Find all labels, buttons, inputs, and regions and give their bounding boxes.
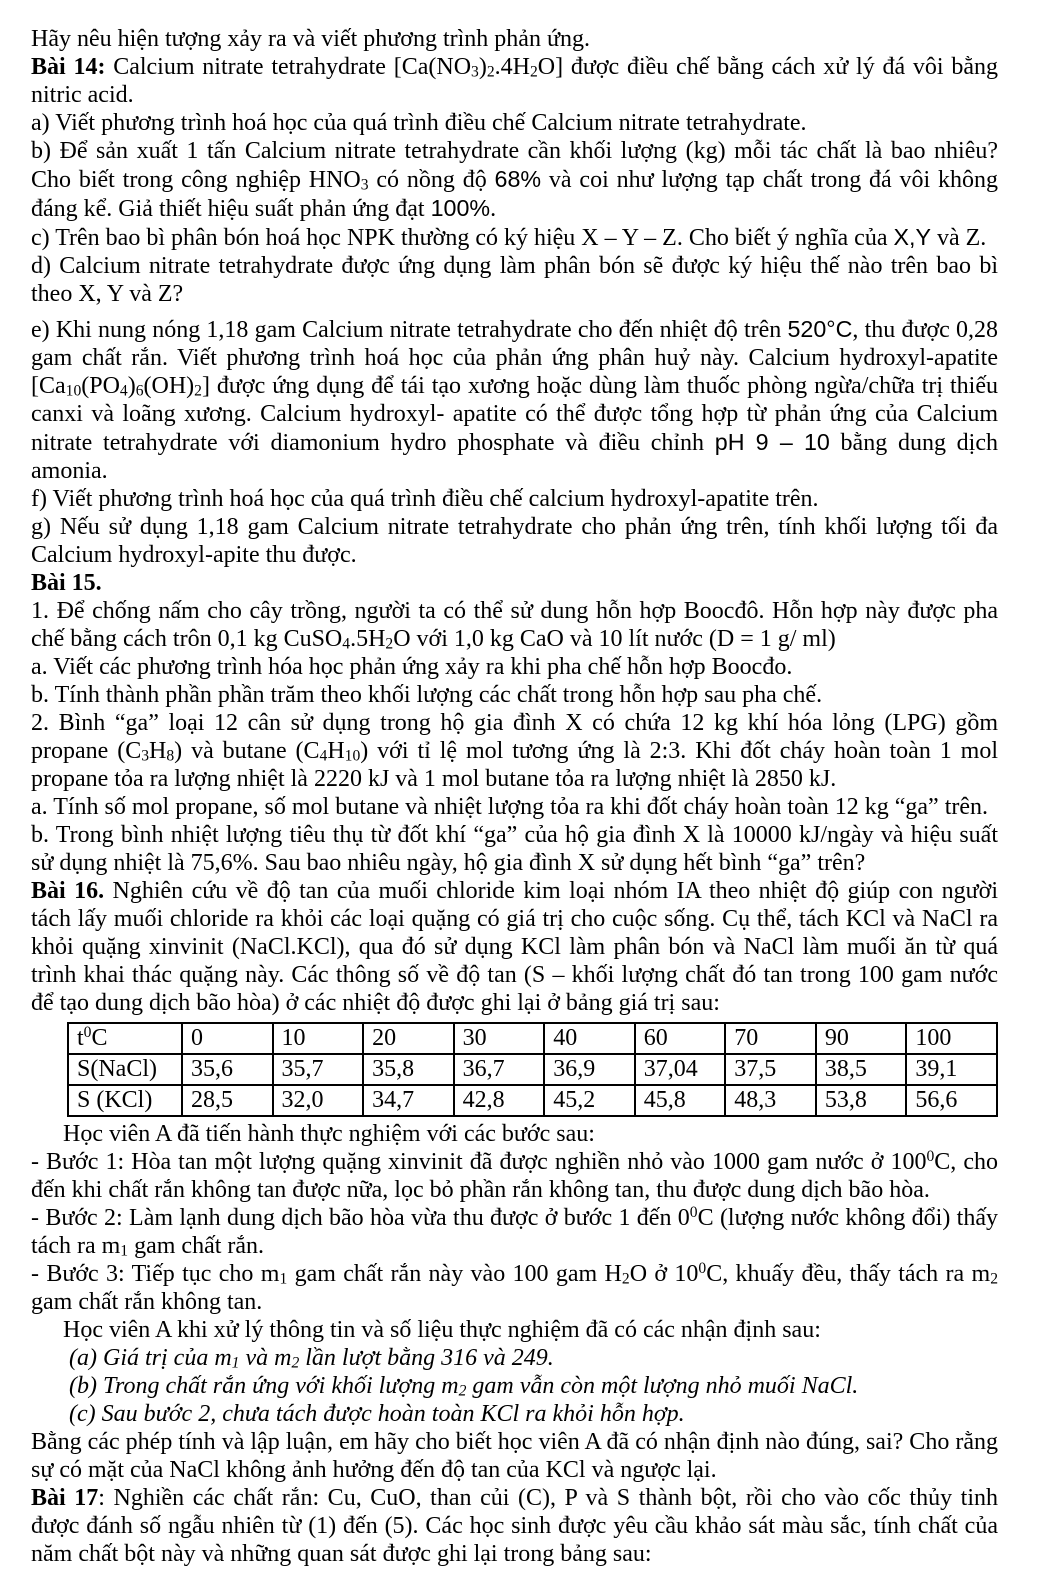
- problem-15-item-1a: a. Viết các phương trình hóa học phản ứng xảy ra khi pha chế hỗn hợp Boocđo.: [31, 654, 793, 680]
- solubility-table-row-nacl: [68, 1054, 997, 1085]
- solubility-table: [67, 1022, 998, 1117]
- row-label-nacl: S(NaCl): [68, 1054, 182, 1085]
- table-header-cell: 100: [906, 1023, 997, 1054]
- problem-14-part-g: g) Nếu sử dụng 1,18 gam Calcium nitrate tetrahydrate cho phản ứng trên, tính khối lượng tối đa Calcium hydroxyl-apite thu được.: [31, 514, 998, 568]
- table-cell: 36,7: [454, 1054, 545, 1085]
- line-intro: Hãy nêu hiện tượng xảy ra và viết phương trình phản ứng.: [31, 26, 590, 52]
- table-header-cell: 60: [635, 1023, 726, 1054]
- problem-14-part-e: e) Khi nung nóng 1,18 gam Calcium nitrate tetrahydrate cho đến nhiệt độ trên 520°C, thu được 0,28 gam chất rắn. Viết phương trình hoá học của phản ứng phân huỷ này. Calcium hydroxyl-apatite [Ca10(PO4)6(OH)2] được ứng dụng để tái tạo xương hoặc dùng làm thuốc phòng ngừa/chữa trị thiếu canxi và loãng xương. Calcium hydroxyl- apatite có thể được tổng hợp từ phản ứng của Calcium nitrate tetrahydrate với diamonium hydro phosphate và điều chỉnh pH 9 – 10 bằng dung dịch amonia.: [31, 316, 998, 484]
- problem-17-heading: Bài 17: Nghiền các chất rắn: Cu, CuO, than củi (C), P và S thành bột, rồi cho vào cốc thủy tinh được đánh số ngẫu nhiên từ (1) đến (5). Các học sinh được yêu cầu khảo sát màu sắc, tính chất của năm chất bột này và những quan sát được ghi lại trong bảng sau:: [31, 1485, 998, 1567]
- table-cell: 34,7: [363, 1085, 454, 1116]
- table-cell: 38,5: [816, 1054, 907, 1085]
- problem-14-heading: Bài 14: Calcium nitrate tetrahydrate [Ca(NO3)2.4H2O] được điều chế bằng cách xử lý đá vôi bằng nitric acid.: [31, 54, 998, 108]
- problem-15-item-2a: a. Tính số mol propane, số mol butane và nhiệt lượng tỏa ra khi đốt cháy hoàn toàn 12 kg “ga” trên.: [31, 794, 989, 820]
- row-label-kcl: S (KCl): [68, 1085, 182, 1116]
- table-header-cell: 10: [273, 1023, 364, 1054]
- problem-14-part-c: c) Trên bao bì phân bón hoá học NPK thường có ký hiệu X – Y – Z. Cho biết ý nghĩa của X,Y và Z.: [31, 224, 987, 251]
- table-cell: 39,1: [906, 1054, 997, 1085]
- table-cell: 37,04: [635, 1054, 726, 1085]
- table-cell: 28,5: [182, 1085, 273, 1116]
- table-cell: 42,8: [454, 1085, 545, 1116]
- problem-16-heading: Bài 16. Nghiên cứu về độ tan của muối chloride kim loại nhóm IA theo nhiệt độ giúp con người tách lấy muối chloride ra khỏi các loại quặng có giá trị cho cuộc sống. Cụ thể, tách KCl và NaCl ra khỏi quặng xinvinit (NaCl.KCl), qua đó sử dụng KCl làm phân bón và NaCl làm muối ăn từ quá trình khai thác quặng này. Các thông số về độ tan (S – khối lượng chất đó tan trong 100 gam nước để tạo dung dịch bão hòa) ở các nhiệt độ được ghi lại ở bảng giá trị sau:: [31, 878, 998, 1016]
- table-header-temperature: $t^0C$: [68, 1023, 182, 1054]
- table-cell: 35,6: [182, 1054, 273, 1085]
- assessment-intro-line: Học viên A khi xử lý thông tin và số liệu thực nghiệm đã có các nhận định sau:: [63, 1317, 821, 1343]
- table-cell: 48,3: [725, 1085, 816, 1116]
- solubility-table-header-row: [68, 1023, 997, 1054]
- step-2: - Bước 2: Làm lạnh dung dịch bão hòa vừa thu được ở bước 1 đến $0^0C$ (lượng nước không đổi) thấy tách ra m1 gam chất rắn.: [31, 1204, 999, 1260]
- problem-15-heading: Bài 15.: [31, 570, 102, 596]
- table-cell: 53,8: [816, 1085, 907, 1116]
- statement-b: (b) Trong chất rắn ứng với khối lượng m2 gam vẫn còn một lượng nhỏ muối NaCl.: [69, 1373, 859, 1400]
- table-header-cell: 90: [816, 1023, 907, 1054]
- problem-14-part-a: a) Viết phương trình hoá học của quá trình điều chế Calcium nitrate tetrahydrate.: [31, 110, 807, 136]
- table-header-cell: 30: [454, 1023, 545, 1054]
- table-header-cell: 70: [725, 1023, 816, 1054]
- problem-14-part-b: b) Để sản xuất 1 tấn Calcium nitrate tetrahydrate cần khối lượng (kg) mỗi tác chất là bao nhiêu? Cho biết trong công nghiệp HNO3 có nồng độ 68% và coi như lượng tạp chất trong đá vôi không đáng kể. Giả thiết hiệu suất phản ứng đạt 100%.: [31, 138, 999, 222]
- table-header-cell: 40: [544, 1023, 635, 1054]
- table-header-cell: 0: [182, 1023, 273, 1054]
- step-1: - Bước 1: Hòa tan một lượng quặng xinvinit đã được nghiền nhỏ vào 1000 gam nước ở $100^0C$, cho đến khi chất rắn không tan được nữa, lọc bỏ phần rắn không tan, thu được dung dịch bão hòa.: [31, 1148, 998, 1203]
- problem-14-part-d: d) Calcium nitrate tetrahydrate được ứng dụng làm phân bón sẽ được ký hiệu thế nào trên bao bì theo X, Y và Z?: [31, 253, 998, 307]
- table-cell: 56,6: [906, 1085, 997, 1116]
- table-cell: 45,8: [635, 1085, 726, 1116]
- table-cell: 35,7: [273, 1054, 364, 1085]
- problem-15-item-1b: b. Tính thành phần phần trăm theo khối lượng các chất trong hỗn hợp sau pha chế.: [31, 682, 823, 708]
- table-cell: 37,5: [725, 1054, 816, 1085]
- table-cell: 36,9: [544, 1054, 635, 1085]
- table-header-cell: 20: [363, 1023, 454, 1054]
- conclusion-question: Bằng các phép tính và lập luận, em hãy cho biết học viên A đã có nhận định nào đúng, sai? Cho rằng sự có mặt của NaCl không ảnh hưởng đến độ tan của KCl và ngược lại.: [31, 1429, 998, 1483]
- statement-a: (a) Giá trị của m1 và m2 lần lượt bằng 316 và 249.: [69, 1345, 554, 1372]
- problem-15-item-2: 2. Bình “ga” loại 12 cân sử dụng trong hộ gia đình X có chứa 12 kg khí hóa lỏng (LPG) gồm propane (C3H8) và butane (C4H10) với tỉ lệ mol tương ứng là 2:3. Khi đốt cháy hoàn toàn 1 mol propane tỏa ra lượng nhiệt là 2220 kJ và 1 mol butane tỏa ra lượng nhiệt là 2850 kJ.: [31, 710, 998, 792]
- table-cell: 35,8: [363, 1054, 454, 1085]
- problem-15-item-2b: b. Trong bình nhiệt lượng tiêu thụ từ đốt khí “ga” của hộ gia đình X là 10000 kJ/ngày và hiệu suất sử dụng nhiệt là 75,6%. Sau bao nhiêu ngày, hộ gia đình X sử dụng hết bình “ga” trên?: [31, 822, 998, 876]
- table-cell: 45,2: [544, 1085, 635, 1116]
- solubility-table-row-kcl: [68, 1085, 997, 1116]
- statement-c: (c) Sau bước 2, chưa tách được hoàn toàn KCl ra khỏi hỗn hợp.: [69, 1401, 685, 1427]
- experiment-intro-line: Học viên A đã tiến hành thực nghiệm với các bước sau:: [63, 1121, 595, 1147]
- problem-15-item-1: 1. Để chống nấm cho cây trồng, người ta có thể sử dung hỗn hợp Boocđô. Hỗn hợp này được pha chế bằng cách trôn 0,1 kg CuSO4.5H2O với 1,0 kg CaO và 10 lít nước (D = 1 g/ ml): [31, 598, 998, 653]
- step-3: - Bước 3: Tiếp tục cho m1 gam chất rắn này vào 100 gam H2O ở $10^0C$, khuấy đều, thấy tách ra m2 gam chất rắn không tan.: [31, 1260, 998, 1315]
- problem-14-part-f: f) Viết phương trình hoá học của quá trình điều chế calcium hydroxyl-apatite trên.: [31, 486, 819, 512]
- table-cell: 32,0: [273, 1085, 364, 1116]
